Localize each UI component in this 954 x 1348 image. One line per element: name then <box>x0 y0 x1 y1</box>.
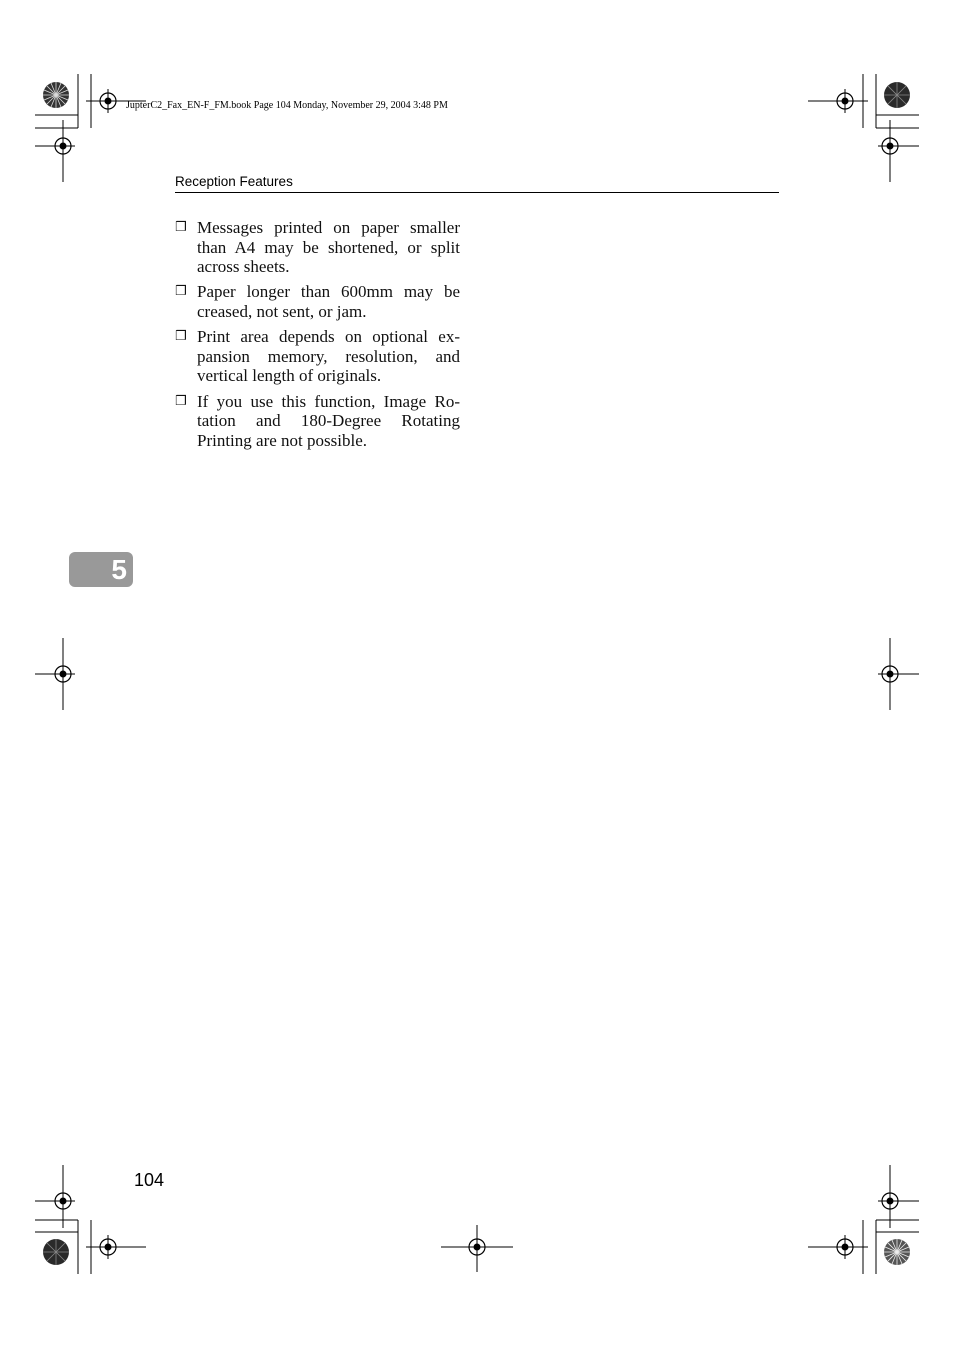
note-text: Messages printed on paper smaller than A4 may be shortened, or split across sheets. <box>197 218 460 277</box>
note-text: Paper longer than 600mm may be creased, not sent, or jam. <box>197 282 460 321</box>
print-stamp: JupterC2_Fax_EN-F_FM.book Page 104 Monday, November 29, 2004 3:48 PM <box>126 100 448 111</box>
chapter-number: 5 <box>111 554 127 585</box>
header-rule <box>175 192 779 193</box>
color-wheel-icon <box>884 82 910 108</box>
note-checkbox-icon: ❒ <box>175 393 187 409</box>
note-checkbox-icon: ❒ <box>175 329 187 345</box>
note-text: If you use this function, Image Rotation and 180-Degree Rotating Printing are not possible. <box>197 391 460 450</box>
note-item <box>175 218 460 277</box>
note-text: Print area depends on optional expansion memory, resolution, and vertical length of originals. <box>197 327 460 386</box>
running-header: Reception Features <box>175 174 293 189</box>
note-item <box>175 282 460 321</box>
note-checkbox-icon: ❒ <box>175 284 187 300</box>
color-wheel-icon <box>884 1239 910 1265</box>
color-wheel-icon <box>43 1239 69 1265</box>
note-item <box>175 327 460 386</box>
color-wheel-icon <box>43 82 69 108</box>
chapter-tab <box>69 552 133 587</box>
notes-list <box>175 218 460 456</box>
note-item <box>175 392 460 451</box>
page-number: 104 <box>134 1170 165 1190</box>
note-checkbox-icon: ❒ <box>175 220 187 235</box>
